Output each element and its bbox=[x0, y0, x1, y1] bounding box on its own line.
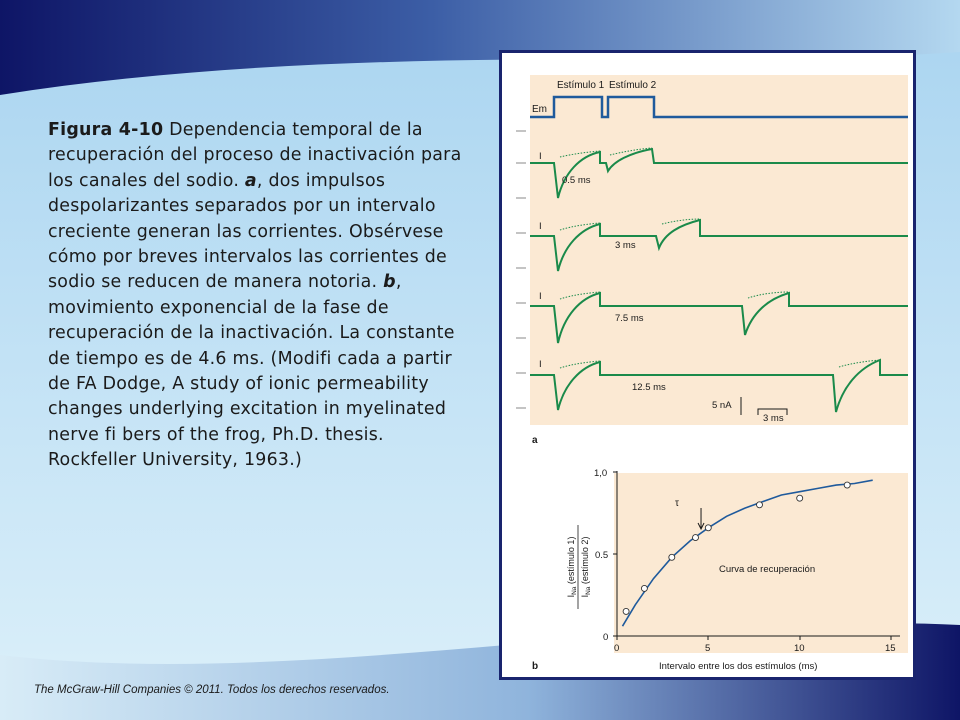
data-point bbox=[705, 525, 711, 531]
stimulus-1-label: Estímulo 1 bbox=[557, 80, 605, 91]
figure-svg bbox=[502, 53, 913, 677]
y-tick-05: 0.5 bbox=[595, 550, 609, 561]
current-label-4: I bbox=[539, 359, 542, 370]
x-tick-0: 0 bbox=[614, 643, 620, 654]
stimulus-2-label: Estímulo 2 bbox=[609, 80, 657, 91]
y-label-numerator: $I_{Na}$ (estímulo 1) bbox=[566, 536, 578, 598]
panel-a-background bbox=[530, 75, 908, 425]
current-label-1: I bbox=[539, 151, 542, 162]
copyright-footer: The McGraw-Hill Companies © 2011. Todos los derechos reservados. bbox=[34, 684, 390, 696]
x-axis-label: Intervalo entre los dos estímulos (ms) bbox=[659, 661, 818, 672]
panel-b-background bbox=[614, 473, 908, 653]
caption-label-a: a bbox=[244, 170, 257, 191]
interval-label-4: 12.5 ms bbox=[632, 382, 666, 393]
interval-label-1: 0.5 ms bbox=[562, 175, 591, 186]
y-axis-label bbox=[566, 525, 592, 609]
left-ticks bbox=[516, 131, 526, 408]
caption-text-2: , dos impulsos despolarizantes separados por un intervalo creciente generan las corrientes. Obsérvese cómo por breves intervalos las corrientes de sodio se reducen de manera notoria. bbox=[48, 170, 447, 293]
y-label-denominator: $I_{Na}$ (estímulo 2) bbox=[580, 536, 592, 598]
current-label-2: I bbox=[539, 221, 542, 232]
data-point bbox=[623, 608, 629, 614]
current-label-3: I bbox=[539, 291, 542, 302]
figure-panel bbox=[499, 50, 916, 680]
data-point bbox=[641, 585, 647, 591]
interval-label-3: 7.5 ms bbox=[615, 313, 644, 324]
caption-text-3: , movimiento exponencial de la fase de recuperación de la inactivación. La constante de tiempo es de 4.6 ms. (Modifi cada a partir de FA Dodge, A study of ionic permeability changes underlying excitation in myelinated nerve fi bers of the frog, Ph.D. thesis. Rockfeller University, 1963.) bbox=[48, 272, 455, 471]
data-point bbox=[797, 495, 803, 501]
curve-label: Curva de recuperación bbox=[719, 564, 816, 575]
em-label: Em bbox=[532, 104, 547, 115]
scale-current-label: 5 nA bbox=[712, 400, 732, 411]
data-point bbox=[844, 482, 850, 488]
figure-caption bbox=[48, 118, 463, 474]
x-tick-15: 15 bbox=[885, 643, 896, 654]
y-tick-0: 0 bbox=[603, 632, 609, 643]
interval-label-2: 3 ms bbox=[615, 240, 636, 251]
x-tick-10: 10 bbox=[794, 643, 805, 654]
caption-text-1: Dependencia temporal de la recuperación del proceso de inactivación para los canales del sodio. bbox=[48, 120, 462, 191]
y-tick-1: 1,0 bbox=[594, 468, 608, 479]
x-tick-5: 5 bbox=[705, 643, 711, 654]
data-point bbox=[757, 502, 763, 508]
data-point bbox=[693, 535, 699, 541]
scale-time-label: 3 ms bbox=[763, 413, 784, 424]
data-point bbox=[669, 554, 675, 560]
figure-label: Figura 4-10 bbox=[48, 120, 164, 140]
tau-label: τ bbox=[675, 498, 679, 509]
panel-b-letter: b bbox=[532, 661, 539, 672]
panel-a-letter: a bbox=[532, 435, 538, 446]
caption-label-b: b bbox=[383, 272, 396, 293]
